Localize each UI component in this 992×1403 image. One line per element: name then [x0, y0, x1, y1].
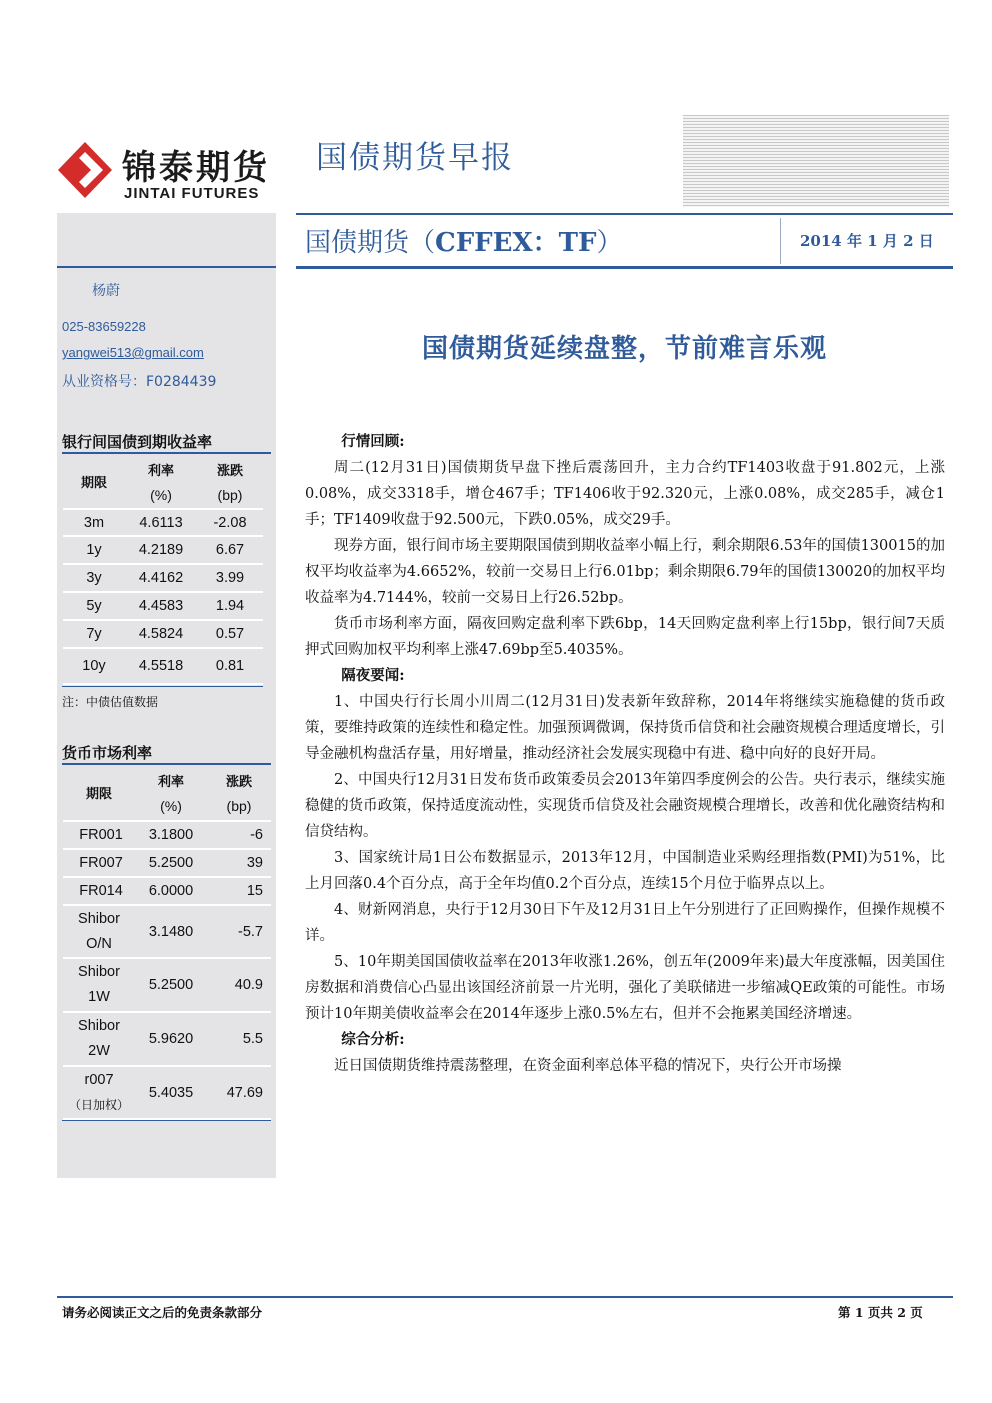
cell-term: FR014	[63, 877, 135, 905]
cell-change: 0.81	[197, 648, 263, 684]
header-rate-unit: (%)	[160, 798, 182, 814]
cell-term-line2: 2W	[88, 1043, 110, 1059]
header-rate	[135, 765, 207, 821]
cell-term: 7y	[63, 620, 125, 648]
money-market-table	[63, 765, 271, 1120]
header-rate	[125, 455, 197, 509]
table-row	[63, 877, 271, 905]
cell-term-line1: Shibor	[78, 910, 120, 927]
header-term: 期限	[63, 455, 125, 509]
cell-term-line1: Shibor	[78, 964, 120, 980]
category-suffix: ）	[596, 228, 623, 258]
category-title	[305, 222, 622, 259]
money-market-bottom-rule	[62, 1120, 271, 1121]
cell-rate: 5.2500	[135, 958, 207, 1012]
header-change	[207, 765, 271, 821]
header-change-label: 涨跌	[225, 775, 252, 790]
table-row	[63, 564, 263, 592]
cell-change: 15	[207, 877, 271, 905]
cell-change: 0.57	[197, 620, 263, 648]
cell-term	[63, 1066, 135, 1119]
cell-term-line1: r007	[84, 1071, 114, 1088]
cell-term-line1: Shibor	[78, 1018, 120, 1034]
cell-change: -5.7	[207, 905, 271, 958]
paragraph: 1、中国央行行长周小川周二(12月31日)发表新年致辞称，2014年将继续实施稳健的货币政策，要维持政策的连续性和稳定性。加强预调微调，保持货币信贷和社会融资规模合理适度增长，引导金融机构盘活存量，用好增量，推动经济社会发展实现稳中有进、稳中向好的良好开局。	[305, 694, 945, 762]
analyst-email-link[interactable]: yangwei513@gmail.com	[62, 345, 204, 360]
cell-term-line2: 1W	[88, 989, 110, 1005]
cell-term: 3m	[63, 509, 125, 536]
paragraph: 5、10年期美国国债收益率在2013年收涨1.26%，创五年(2009年来)最大年度涨幅，因美国住房数据和消费信心凸显出该国经济前景一片光明，强化了美联储进一步缩减QE政策的可能性。市场预计10年期美债收益率会在2014年逐步上涨0.5%左右，但并不会拖累美国经济增速。	[305, 954, 945, 1022]
header-change-unit: (bp)	[217, 487, 243, 503]
cell-rate: 5.9620	[135, 1012, 207, 1066]
cell-term: 1y	[63, 536, 125, 564]
cell-term: FR001	[63, 821, 135, 849]
table-row	[63, 849, 271, 877]
cell-term	[63, 958, 135, 1012]
cell-rate: 3.1800	[135, 821, 207, 849]
table-row	[63, 509, 263, 536]
cell-rate: 6.0000	[135, 877, 207, 905]
cell-rate: 4.4583	[125, 592, 197, 620]
cell-change: -6	[207, 821, 271, 849]
cell-term: FR007	[63, 849, 135, 877]
cell-change: 3.99	[197, 564, 263, 592]
cell-change: 47.69	[207, 1066, 271, 1119]
category-separator	[780, 218, 781, 264]
interbank-yield-table	[63, 455, 263, 685]
cell-rate: 3.1480	[135, 905, 207, 958]
cell-change: 5.5	[207, 1012, 271, 1066]
paragraph: 3、国家统计局1日公布数据显示，2013年12月，中国制造业采购经理指数(PMI)为51%，比上月回落0.4个百分点，高于全年均值0.2个百分点，连续15个月位于临界点以上。	[305, 850, 945, 892]
cell-rate: 4.5824	[125, 620, 197, 648]
cell-term: 3y	[63, 564, 125, 592]
header-change-label: 涨跌	[216, 464, 243, 479]
cell-term: 10y	[63, 648, 125, 684]
table-row	[63, 648, 263, 684]
cell-rate: 4.2189	[125, 536, 197, 564]
table-row	[63, 905, 271, 958]
analyst-phone: 025-83659228	[62, 319, 146, 334]
header-change-unit: (bp)	[226, 798, 252, 814]
cell-rate: 4.5518	[125, 648, 197, 684]
section-title-overnight-news: 隔夜要闻:	[341, 667, 405, 684]
sidebar-divider	[57, 266, 276, 268]
paragraph: 4、财新网消息，央行于12月30日下午及12月31日上午分别进行了正回购操作，但操作规模不详。	[305, 902, 945, 944]
table-row	[63, 1012, 271, 1066]
category-bar-top-rule	[296, 213, 953, 215]
header-rate-label: 利率	[157, 775, 184, 790]
section-title-market-review: 行情回顾:	[341, 433, 405, 450]
table-row	[63, 620, 263, 648]
money-market-title: 货币市场利率	[62, 744, 153, 762]
paragraph: 近日国债期货维持震荡整理，在资金面利率总体平稳的情况下，央行公开市场操	[334, 1058, 842, 1074]
paragraph: 货币市场利率方面，隔夜回购定盘利率下跌6bp，14天回购定盘利率上行15bp，银行间7天质押式回购加权平均利率上涨47.69bp至5.4035%。	[305, 616, 945, 658]
table-header-row	[63, 765, 271, 821]
category-bar-bottom-rule	[296, 266, 953, 269]
logo-mark-icon	[56, 140, 114, 200]
cell-term	[63, 1012, 135, 1066]
cell-term-line2: （日加权）	[68, 1097, 129, 1112]
cell-change: -2.08	[197, 509, 263, 536]
category-prefix: 国债期货（	[305, 228, 436, 258]
paragraph: 周二(12月31日)国债期货早盘下挫后震荡回升，主力合约TF1403收盘于91.802元，上涨0.08%，成交3318手，增仓467手；TF1406收于92.320元，上涨0.08%，成交285手，减仓1手；TF1409收盘于92.500元，下跌0.05%，成交29手。	[305, 460, 945, 528]
footer-rule	[57, 1296, 953, 1298]
table-row	[63, 958, 271, 1012]
interbank-yield-bottom-rule	[62, 686, 263, 687]
category-code: CFFEX：TF	[435, 228, 597, 258]
header-rate-unit: (%)	[150, 487, 172, 503]
cell-rate: 4.4162	[125, 564, 197, 592]
analyst-name: 杨蔚	[92, 283, 120, 299]
table-row	[63, 592, 263, 620]
cell-term: 5y	[63, 592, 125, 620]
logo-text-cn: 锦泰期货	[122, 148, 270, 188]
cell-change: 6.67	[197, 536, 263, 564]
report-title: 国债期货早报	[316, 140, 514, 176]
logo-text-en: JINTAI FUTURES	[124, 185, 260, 202]
table-row	[63, 821, 271, 849]
data-source-note: 注：中债估值数据	[62, 695, 159, 709]
article-body	[305, 429, 945, 1079]
section-title-analysis: 综合分析:	[341, 1031, 405, 1048]
cell-term-line2: O/N	[86, 935, 112, 952]
cell-term	[63, 905, 135, 958]
report-date: 2014 年 1 月 2 日	[800, 232, 934, 250]
table-row	[63, 536, 263, 564]
header-term: 期限	[63, 765, 135, 821]
paragraph: 现券方面，银行间市场主要期限国债到期收益率小幅上行，剩余期限6.53年的国债130015的加权平均收益率为4.6652%，较前一交易日上行6.01bp；剩余期限6.79年的国债130020的加权平均收益率为4.7144%，较前一交易日上行26.52bp。	[305, 538, 945, 606]
article-headline: 国债期货延续盘整，节前难言乐观	[421, 334, 827, 364]
footer-disclaimer: 请务必阅读正文之后的免责条款部分	[62, 1305, 263, 1320]
cell-change: 39	[207, 849, 271, 877]
footer-page-number: 第 1 页共 2 页	[838, 1305, 923, 1320]
paragraph: 2、中国央行12月31日发布货币政策委员会2013年第四季度例会的公告。央行表示，继续实施稳健的货币政策，保持适度流动性，实现货币信贷及社会融资规模合理增长，改善和优化融资结构和信贷结构。	[305, 772, 945, 840]
cell-change: 1.94	[197, 592, 263, 620]
cell-change: 40.9	[207, 958, 271, 1012]
header-rate-label: 利率	[147, 464, 174, 479]
interbank-yield-title: 银行间国债到期收益率	[62, 433, 213, 451]
table-header-row	[63, 455, 263, 509]
cell-rate: 4.6113	[125, 509, 197, 536]
decorative-stripe-box	[683, 115, 949, 207]
analyst-license: 从业资格号：F0284439	[62, 374, 217, 390]
cell-rate: 5.4035	[135, 1066, 207, 1119]
header-change	[197, 455, 263, 509]
interbank-yield-rule	[62, 452, 271, 454]
cell-rate: 5.2500	[135, 849, 207, 877]
table-row	[63, 1066, 271, 1119]
